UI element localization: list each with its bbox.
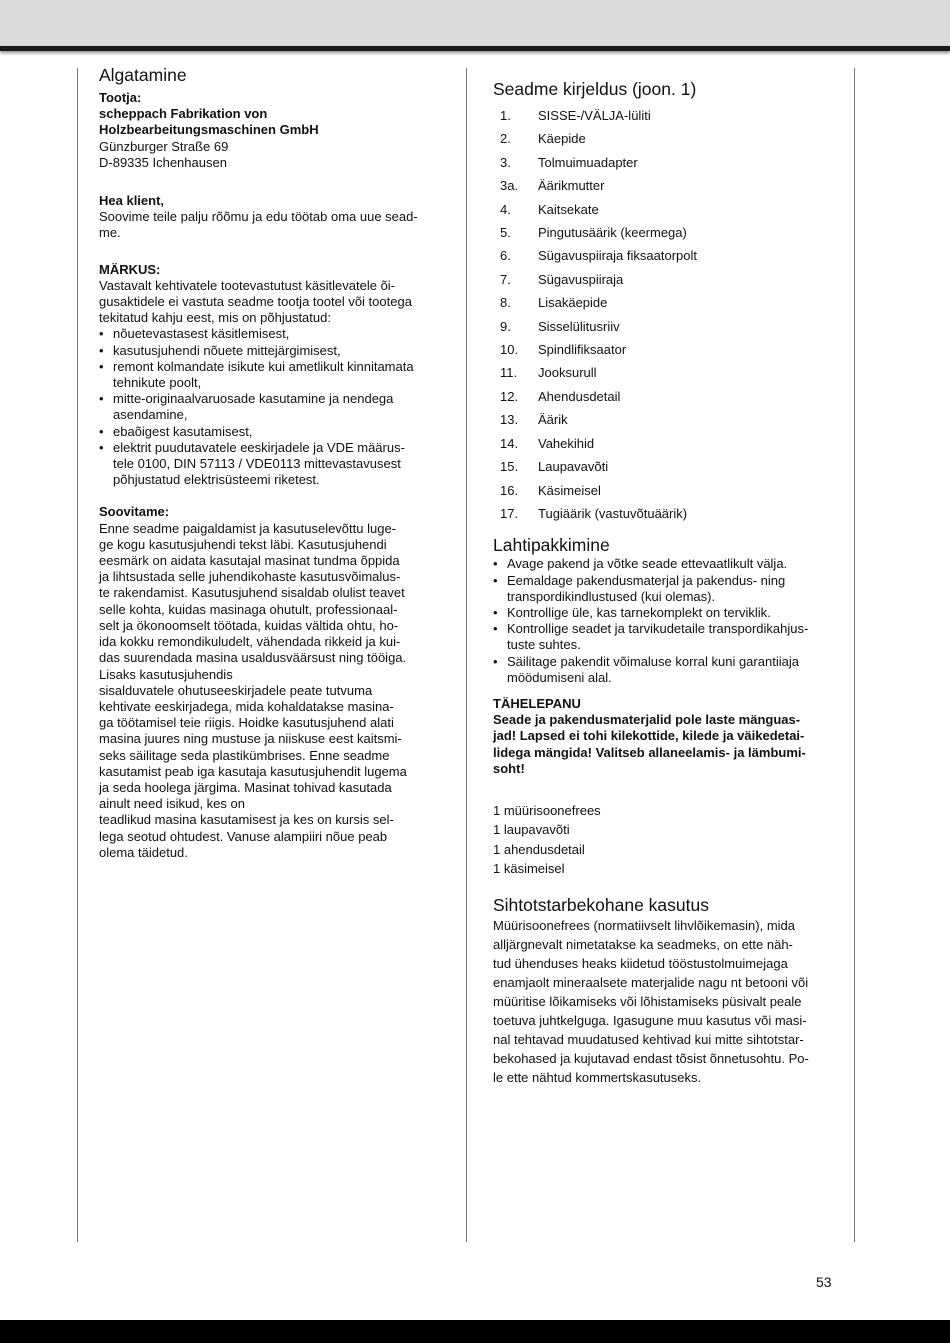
left-column [99,64,444,861]
recommend-line: Lisaks kasutusjuhendis [99,666,233,682]
intended-use-line: bekohased ja kujutavad endast tõsist õnnetusohtu. Po- [493,1051,809,1067]
recommend-line: teadlikud masina kasutamisest ja kes on kursis sel- [99,812,394,828]
note-line: gusaktidele ei vastuta seadme tootja tootel või tootega [99,294,412,310]
greeting-title: Hea klient, [99,193,165,209]
scope-item: 1 laupavavõti [493,822,570,838]
scope-item: 1 müürisoonefrees [493,802,601,818]
part-item [493,502,838,525]
part-number: 4. [500,201,511,217]
part-label: Äärik [538,412,568,428]
recommend-line: selt ja ökonoomselt töötada, kuidas vältida ohtu, ho- [99,617,399,633]
company-name-line1: scheppach Fabrikation von [99,106,268,122]
recommend-line: sisalduvatele ohutuseeskirjadele peate tutvuma [99,682,373,698]
note-bullet-item-line: • remont kolmandate isikute kui ametlikult kinnitamata [113,358,414,374]
unpacking-bullet-item-line: • Kontrollige seadet ja tarvikudetaile transpordikahjus- [507,621,809,637]
part-label: Tolmuimuadapter [538,154,638,170]
unpacking-bullet-item-line: möödumiseni alal. [507,669,612,685]
unpacking-bullet-item [493,573,838,605]
recommend-line: ja lihtsustada selle juhendikohaste kasutusvõimalus- [99,569,401,585]
attention-line: soht! [493,760,525,776]
recommend-line: eesmärk on aidata kasutajal masinat tundma õppida [99,553,400,569]
part-item [493,432,838,455]
section-title-device-description: Seadme kirjeldus (joon. 1) [493,79,697,99]
note-bullet-item [99,326,444,342]
part-number: 8. [500,295,511,311]
recommend-line: olema täidetud. [99,844,188,860]
note-bullet-list [99,326,444,488]
part-label: Spindlifiksaator [538,342,627,358]
unpacking-bullet-item [493,556,838,572]
attention-text [493,712,838,777]
recommend-line: ga töötamisel teie riigis. Hoidke kasutusjuhend alati [99,715,394,731]
section-title-unpacking: Lahtipakkimine [493,535,610,556]
attention-line: Seade ja pakendusmaterjalid pole laste mänguas- [493,712,801,728]
unpacking-bullet-list [493,556,838,686]
part-label: Kaitsekate [538,201,599,217]
part-number: 16. [500,482,519,498]
greeting-text [99,209,444,241]
header-rule [0,46,950,51]
recommend-line: seks säilitage seda plastikümbrises. Enne seadme [99,747,390,763]
intended-use-line: le ette nähtud kommertskasutuseks. [493,1070,702,1086]
section-title-algatamine: Algatamine [99,65,187,85]
part-item [493,127,838,150]
part-number: 3a. [500,178,519,194]
note-title: MÄRKUS: [99,261,161,277]
recommend-line: ja seda hoolega järgima. Masinat tohivad kasutada [99,779,392,795]
part-label: Vahekihid [538,435,595,451]
part-label: Sisselülitusriiv [538,318,620,334]
part-item [493,221,838,244]
note-bullet-item [99,440,444,489]
intended-use-line: tud ühenduses heaks kiidetud tööstustolmuimejaga [493,956,788,972]
recommend-line: ida kokku remondikuludelt, vähendada rikkeid ja kui- [99,634,401,650]
section-title-intended-use: Sihtotstarbekohane kasutus [493,895,709,916]
recommend-text [99,521,444,861]
part-label: Sügavuspiiraja fiksaatorpolt [538,248,697,264]
note-bullet-item-line: tehnikute poolt, [113,375,202,391]
unpacking-bullet-item-line: • Säilitage pakendit võimaluse korral kuni garantiiaja [507,653,799,669]
column-divider [466,68,467,1242]
part-number: 17. [500,505,519,521]
note-line: Vastavalt kehtivatele tootevastutust käsitlevatele õi- [99,277,396,293]
recommend-line: te rakendamist. Kasutusjuhend sisaldab olulist teavet [99,585,405,601]
note-bullet-item-line: • nõuetevastasest käsitlemisest, [113,326,290,342]
part-number: 3. [500,154,511,170]
part-item [493,268,838,291]
part-number: 13. [500,412,519,428]
parts-list [493,104,838,525]
part-label: Sügavuspiiraja [538,271,624,287]
attention-line: jad! Lapsed ei tohi kilekottide, kilede ja väikedetai- [493,728,805,744]
intended-use-line: enamjaolt mineraalsete materjalide nagu nt betooni või [493,975,809,991]
part-item [493,244,838,267]
recommend-line: das suurendada masina usaldusväärsust ning tööiga. [99,650,407,666]
part-number: 1. [500,108,511,123]
intended-use-line: alljärgnevalt nimetatakse ka seadmeks, on ette näh- [493,937,793,953]
part-number: 2. [500,131,511,147]
recommend-line: Enne seadme paigaldamist ja kasutuselevõttu luge- [99,520,397,536]
right-margin-line [854,68,855,1242]
scope-of-delivery-list [493,801,838,878]
recommend-line: kehtivate eeskirjadega, mida kohaldatakse masina- [99,698,394,714]
note-bullet-item-line: • mitte-originaalvaruosade kasutamine ja nendega [113,391,394,407]
part-item [493,361,838,384]
part-label: Laupavavõti [538,459,609,475]
part-label: Käsimeisel [538,482,601,498]
part-label: Lisakäepide [538,295,608,311]
part-item [493,151,838,174]
note-bullet-item-line: • ebaõigest kasutamisest, [113,423,253,439]
part-item [493,315,838,338]
greeting-line: Soovime teile palju rõõmu ja edu töötab oma uue sead- [99,209,418,225]
recommend-line: ge kogu kasutusjuhendi tekst läbi. Kasutusjuhendi [99,536,387,552]
attention-title: TÄHELEPANU [493,695,581,711]
part-number: 6. [500,248,511,264]
recommend-line: lega seotud ohtudest. Vanuse alampiiri nõue peab [99,828,388,844]
unpacking-bullet-item [493,621,838,653]
part-label: Pingutusäärik (keermega) [538,225,687,241]
note-line: tekitatud kahju eest, mis on põhjustatud: [99,310,331,326]
unpacking-bullet-item-line: • Kontrollige üle, kas tarnekomplekt on terviklik. [507,604,771,620]
part-number: 10. [500,342,519,358]
recommend-line: masina juures ning mustuse ja niiskuse eest kaitsmi- [99,731,402,747]
header-band [0,0,950,46]
part-label: Tugiäärik (vastuvõtuäärik) [538,505,688,521]
note-bullet-item [99,343,444,359]
part-item [493,198,838,221]
intended-use-line: toetuva juhtkelguga. Igasugune muu kasutus või masi- [493,1013,807,1029]
part-item [493,174,838,197]
note-bullet-item [99,424,444,440]
intended-use-line: nal tehtavad muudatused kehtivad kui mitte sihtotstar- [493,1032,804,1048]
part-number: 9. [500,318,511,334]
note-bullet-item-line: põhjustatud elektrisüsteemi riketest. [113,472,320,488]
note-bullet-item [99,359,444,391]
note-bullet-item-line: asendamine, [113,407,188,423]
part-number: 12. [500,388,519,404]
part-item [493,338,838,361]
note-bullet-item-line: • elektrit puudutavatele eeskirjadele ja VDE määrus- [113,439,405,455]
recommend-line: kasutamist peab iga kasutaja kasutusjuhendit lugema [99,763,407,779]
unpacking-bullet-item-line: • Eemaldage pakendusmaterjal ja pakendus- ning [507,572,786,588]
unpacking-bullet-item-line: • Avage pakend ja võtke seade ettevaatlikult välja. [507,556,788,572]
unpacking-bullet-item [493,654,838,686]
manufacturer-label: Tootja: [99,90,142,105]
note-bullet-item-line: • kasutusjuhendi nõuete mittejärgimisest, [113,342,341,358]
intended-use-text [493,916,838,1087]
unpacking-bullet-item-line: tuste suhtes. [507,637,581,653]
part-number: 7. [500,271,511,287]
part-number: 15. [500,459,519,475]
unpacking-bullet-item [493,605,838,621]
part-label: Käepide [538,131,586,147]
company-name-line2: Holzbearbeitungsmaschinen GmbH [99,122,319,138]
part-label: Jooksurull [538,365,597,381]
part-item [493,291,838,314]
part-number: 14. [500,435,519,451]
page-number: 53 [816,1274,832,1290]
scope-item: 1 käsimeisel [493,860,565,876]
part-item [493,479,838,502]
note-text [99,278,444,327]
unpacking-bullet-item-line: transpordikindlustused (kui olemas). [507,588,716,604]
right-column [493,78,838,1087]
intended-use-line: Müürisoonefrees (normatiivselt lihvlõikemasin), mida [493,918,795,934]
recommend-line: selle kohta, kuidas masinaga ohutult, professionaal- [99,601,398,617]
note-bullet-item-line: tele 0100, DIN 57113 / VDE0113 mittevastavusest [113,456,401,472]
intended-use-line: müüritise lõikamiseks või lõhistamiseks püsivalt peale [493,994,802,1010]
part-label: Äärikmutter [538,178,605,194]
part-item [493,408,838,431]
left-margin-line [77,68,78,1242]
footer-band [0,1320,950,1343]
recommend-title: Soovitame: [99,504,170,520]
part-label: SISSE-/VÄLJA-lüliti [538,108,651,123]
part-label: Ahendusdetail [538,388,621,404]
attention-line: lidega mängida! Valitseb allaneelamis- ja lämbumi- [493,744,806,760]
part-item [493,104,838,127]
part-number: 11. [500,365,518,381]
part-item [493,455,838,478]
recommend-line: ainult need isikud, kes on [99,796,245,812]
company-city: D-89335 Ichenhausen [99,154,227,170]
company-street: Günzburger Straße 69 [99,138,229,154]
part-item [493,385,838,408]
part-number: 5. [500,225,511,241]
note-bullet-item [99,391,444,423]
scope-item: 1 ahendusdetail [493,841,585,857]
greeting-line: me. [99,225,121,241]
